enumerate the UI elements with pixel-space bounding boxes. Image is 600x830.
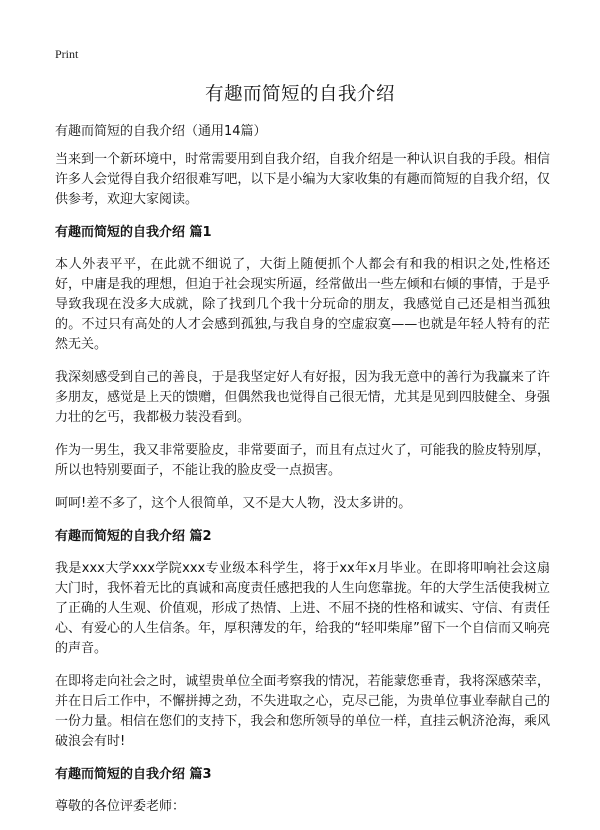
section-3-paragraph-1: 尊敬的各位评委老师： [55, 799, 186, 814]
section-1-paragraph-2: 我深刻感受到自己的善良，于是我坚定好人有好报，因为我无意中的善行为我赢来了许多朋友，感觉是上天的馈赠，但偶然我也觉得自己很无情，尤其是见到四肢健全、身强力壮的乞丐，我都极力装没看到。 [55, 370, 550, 425]
section-heading-1: 有趣而简短的自我介绍 篇1 [55, 225, 212, 240]
section-heading-2: 有趣而简短的自我介绍 篇2 [55, 529, 212, 544]
document-body [55, 150, 550, 830]
section-1-paragraph-4: 呵呵!差不多了，这个人很简单，又不是大人物，没太多讲的。 [55, 496, 412, 511]
page-title: 有趣而简短的自我介绍 [204, 84, 395, 105]
section-heading-3: 有趣而简短的自我介绍 篇3 [55, 767, 212, 782]
section-2-paragraph-1: 我是xxx大学xxx学院xxx专业级本科学生，将于xx年x月毕业。在即将叩响社会这扇大门时，我怀着无比的真诚和高度责任感把我的人生向您靠拢。年的大学生活使我树立了正确的人生观、价值观，形成了热情、上进、不屈不挠的性格和诚实、守信、有责任心、有爱心的人生信条。年，厚积薄发的年，给我的“轻叩柴扉”留下一个自信而又响亮的声音。 [55, 561, 550, 656]
section-1-paragraph-1: 本人外表平平，在此就不细说了，大街上随便抓个人都会有和我的相识之处,性格还好，中庸是我的理想，但迫于社会现实所逼，经常做出一些左倾和右倾的事情，于是乎导致我现在没多大成就，除了找到几个我十分玩命的朋友，我感觉自己还是相当孤独的。不过只有高处的人才会感到孤独,与我自身的空虚寂寞——也就是年轻人特有的茫然无关。 [55, 257, 550, 352]
intro-paragraph: 当来到一个新环境中，时常需要用到自我介绍，自我介绍是一种认识自我的手段。相信许多人会觉得自我介绍很难写吧，以下是小编为大家收集的有趣而简短的自我介绍，仅供参考，欢迎大家阅读。 [55, 152, 550, 207]
section-1-paragraph-3: 作为一男生，我又非常要脸皮，非常要面子，而且有点过火了，可能我的脸皮特别厚，所以也特别要面子，不能让我的脸皮受一点损害。 [55, 443, 550, 478]
document-subtitle: 有趣而简短的自我介绍（通用14篇） [55, 124, 267, 139]
print-link[interactable]: Print [55, 47, 79, 61]
section-2-paragraph-2: 在即将走向社会之时，诚望贵单位全面考察我的情况，若能蒙您垂青，我将深感荣幸，并在日后工作中，不懈拼搏之劲，不失进取之心，克尽己能，为贵单位事业奉献自己的一份力量。相信在您们的支持下，我会和您所领导的单位一样，直挂云帆济沧海，乘风破浪会有时! [55, 674, 550, 749]
